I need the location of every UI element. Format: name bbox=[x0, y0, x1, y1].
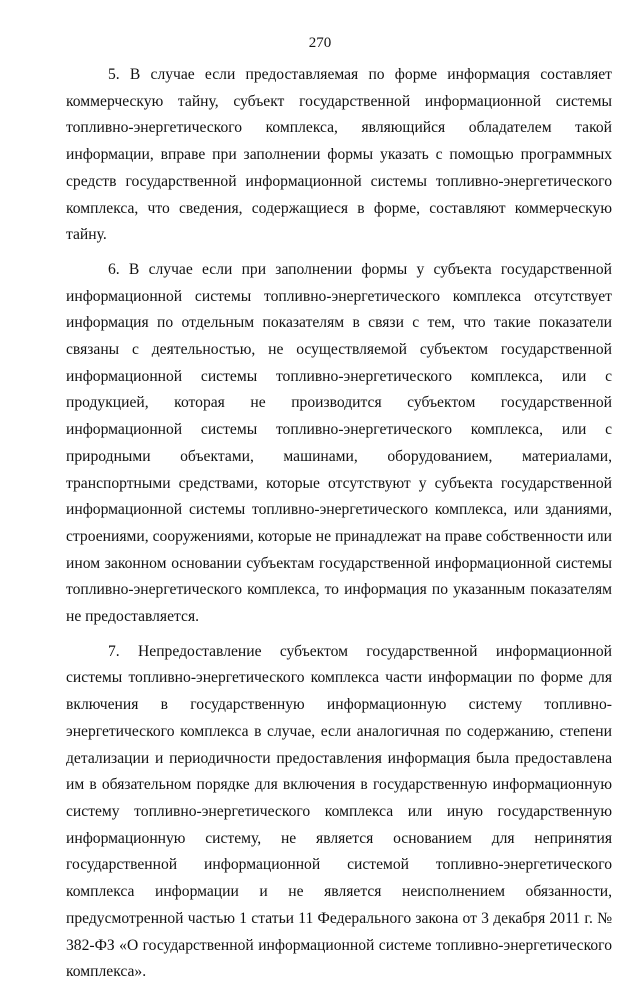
paragraph-7: 7. Непредоставление субъектом государственной информационной системы топливно-энергетического комплекса части информации по форме для включения в государственную информационную систему топливно-энергетического комплекса в случае, если аналогичная по содержанию, степени детализации и периодичности предоставления информация была предоставлена им в обязательном порядке для включения в государственную информационную систему топливно-энергетического комплекса или иную государственную информационную систему, не является основанием для непринятия государственной информационной системой топливно-энергетического комплекса информации и не является неисполнением обязанности, предусмотренной частью 1 статьи 11 Федерального закона от 3 декабря 2011 г. № 382-ФЗ «О государственной информационной системе топливно-энергетического комплекса». bbox=[66, 642, 612, 981]
page-number: 270 bbox=[308, 35, 332, 51]
paragraph-6: 6. В случае если при заполнении формы у субъекта государственной информационной системы топливно-энергетического комплекса отсутствует информация по отдельным показателям в связи с тем, что такие показатели связаны с деятельностью, не осуществляемой субъектом государственной информационной системы топливно-энергетического комплекса, или с продукцией, которая не производится субъектом государственной информационной системы топливно-энергетического комплекса, или с природными объектами, машинами, оборудованием, материалами, транспортными средствами, которые отсутствуют у субъекта государственной информационной системы топливно-энергетического комплекса, или зданиями, строениями, сооружениями, которые не принадлежат на праве собственности или ином законном основании субъектам государственной информационной системы топливно-энергетического комплекса, то информация по указанным показателям не предоставляется. bbox=[66, 260, 612, 626]
paragraph-5: 5. В случае если предоставляемая по форме информация составляет коммерческую тайну, субъект государственной информационной системы топливно-энергетического комплекса, являющийся обладателем такой информации, вправе при заполнении формы указать с помощью программных средств государственной информационной системы топливно-энергетического комплекса, что сведения, содержащиеся в форме, составляют коммерческую тайну. bbox=[66, 66, 612, 244]
document-body bbox=[66, 62, 612, 986]
